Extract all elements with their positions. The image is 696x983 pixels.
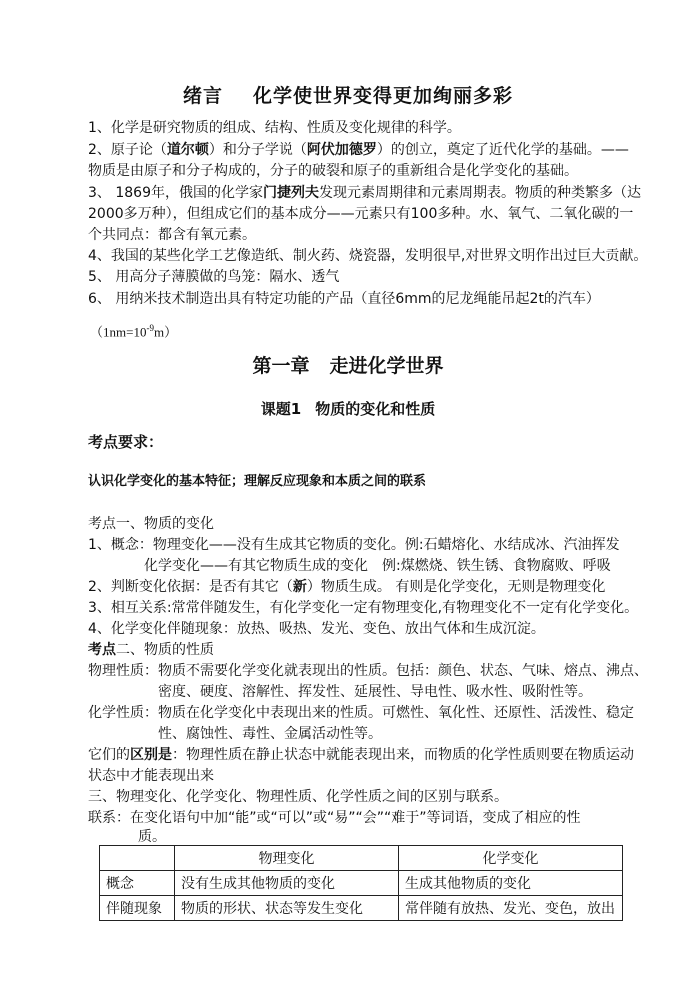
lesson-title <box>0 399 696 419</box>
chapter-title <box>0 356 696 376</box>
intro-point-2 <box>88 140 629 160</box>
exponent: -9 <box>146 323 154 333</box>
new-keyword: 新 <box>292 579 307 595</box>
requirements-label: 考点要求： <box>88 433 164 451</box>
table-cell: 生成其他物质的变化 <box>399 871 623 896</box>
connection-text-cont: 质。 <box>138 829 166 845</box>
text-span: 二、物质的性质 <box>116 642 214 658</box>
table-cell: 没有生成其他物质的变化 <box>175 871 399 896</box>
text-span: （1nm=10 <box>90 324 147 340</box>
intro-point-1: 1、化学是研究物质的组成、结构、性质及变化规律的科学。 <box>88 120 461 136</box>
text-span: ）物质生成。 有则是化学变化，无则是物理变化 <box>306 579 606 595</box>
table-cell: 概念 <box>100 871 175 896</box>
difference-keyword: 区别是 <box>130 747 172 763</box>
text-span: ）的创立，奠定了近代化学的基础。—— <box>376 142 629 158</box>
text-span: 3、 1869年，俄国的化学家 <box>88 185 263 201</box>
mendeleev-name: 门捷列夫 <box>263 185 319 201</box>
text-span: 发现元素周期律和元素周期表。物质的种类繁多（达 <box>319 185 641 201</box>
k1-concept: 1、概念：物理变化——没有生成其它物质的变化。例:石蜡熔化、水结成冰、汽油挥发 <box>88 537 620 553</box>
table-cell: 物质的形状、状态等发生变化 <box>175 896 399 921</box>
intro-title-part2: 化学使世界变得更加绚丽多彩 <box>253 85 514 107</box>
difference-text <box>88 745 634 765</box>
text-span: ）和分子学说（ <box>208 142 307 158</box>
table-cell: 伴随现象 <box>100 896 175 921</box>
lesson-name: 物质的变化和性质 <box>315 400 436 418</box>
table-row <box>100 896 623 921</box>
physical-property: 物理性质：物质不需要化学变化就表现出的性质。包括：颜色、状态、气味、熔点、沸点、 <box>88 663 648 679</box>
intro-point-2-cont: 物质是由原子和分子构成的，分子的破裂和原子的重新组合是化学变化的基础。 <box>88 163 578 179</box>
difference-text-cont: 状态中才能表现出来 <box>88 768 214 784</box>
intro-title <box>0 86 696 106</box>
intro-point-3 <box>88 183 641 203</box>
section-1-heading <box>88 514 214 534</box>
intro-point-3-cont: 2000多万种），但组成它们的基本成分——元素只有100多种。水、氧气、二氧化碳的一 <box>88 206 634 222</box>
text-span: m） <box>153 324 178 340</box>
intro-point-6: 6、 用纳米技术制造出具有特定功能的产品（直径6mm的尼龙绳能吊起2t的汽车） <box>88 291 600 307</box>
intro-title-part1: 绪言 <box>182 85 223 107</box>
chapter-name: 走进化学世界 <box>329 355 444 377</box>
text-span: 2、判断变化依据：是否有其它（ <box>88 579 293 595</box>
text-span: 它们的 <box>88 747 130 763</box>
connection-text: 联系：在变化语句中加“能”或“可以”或“易”“会”“难于”等词语，变成了相应的性 <box>88 810 581 826</box>
nanometer-note <box>90 318 177 342</box>
table-header-cell <box>100 846 175 871</box>
avogadro-name: 阿伏加德罗 <box>306 142 377 158</box>
chemical-property: 化学性质：物质在化学变化中表现出来的性质。可燃性、氧化性、还原性、活泼性、稳定 <box>88 705 634 721</box>
table-header-row <box>100 846 623 871</box>
section-2-heading <box>88 640 214 660</box>
requirements-text: 认识化学变化的基本特征；理解反应现象和本质之间的联系 <box>88 474 427 489</box>
k1-relation: 3、相互关系:常常伴随发生，有化学变化一定有物理变化,有物理变化不一定有化学变化。 <box>88 600 639 616</box>
dalton-name: 道尔顿 <box>166 142 209 158</box>
k1-basis <box>88 577 605 597</box>
table-row <box>100 871 623 896</box>
lesson-number: 课题1 <box>260 400 302 418</box>
text-span: ：物理性质在静止状态中就能表现出来，而物质的化学性质则要在物质运动 <box>172 747 634 763</box>
intro-point-5: 5、 用高分子薄膜做的鸟笼：隔水、透气 <box>88 269 340 285</box>
chapter-number: 第一章 <box>252 355 310 377</box>
chemical-property-cont: 性、腐蚀性、毒性、金属活动性等。 <box>158 726 382 742</box>
text-span: 考点 <box>88 642 116 658</box>
physical-property-cont: 密度、硬度、溶解性、挥发性、延展性、导电性、吸水性、吸附性等。 <box>158 684 592 700</box>
comparison-table <box>99 845 623 921</box>
table-header-cell: 化学变化 <box>399 846 623 871</box>
heading-text: 考点一、物质的变化 <box>88 516 214 532</box>
k1-phenomena: 4、化学变化伴随现象：放热、吸热、发光、变色、放出气体和生成沉淀。 <box>88 621 545 637</box>
intro-point-4: 4、我国的某些化学工艺像造纸、制火药、烧瓷器，发明很早,对世界文明作出过巨大贡献。 <box>88 248 648 264</box>
k1-concept-cont: 化学变化——有其它物质生成的变化 例:煤燃烧、铁生锈、食物腐败、呼吸 <box>144 558 611 574</box>
intro-point-3-cont2: 个共同点：都含有氧元素。 <box>88 227 256 243</box>
text-span: 2、原子论（ <box>88 142 167 158</box>
table-cell: 常伴随有放热、发光、变色，放出 <box>399 896 623 921</box>
section-3-heading: 三、物理变化、化学变化、物理性质、化学性质之间的区别与联系。 <box>88 789 508 805</box>
table-header-cell: 物理变化 <box>175 846 399 871</box>
